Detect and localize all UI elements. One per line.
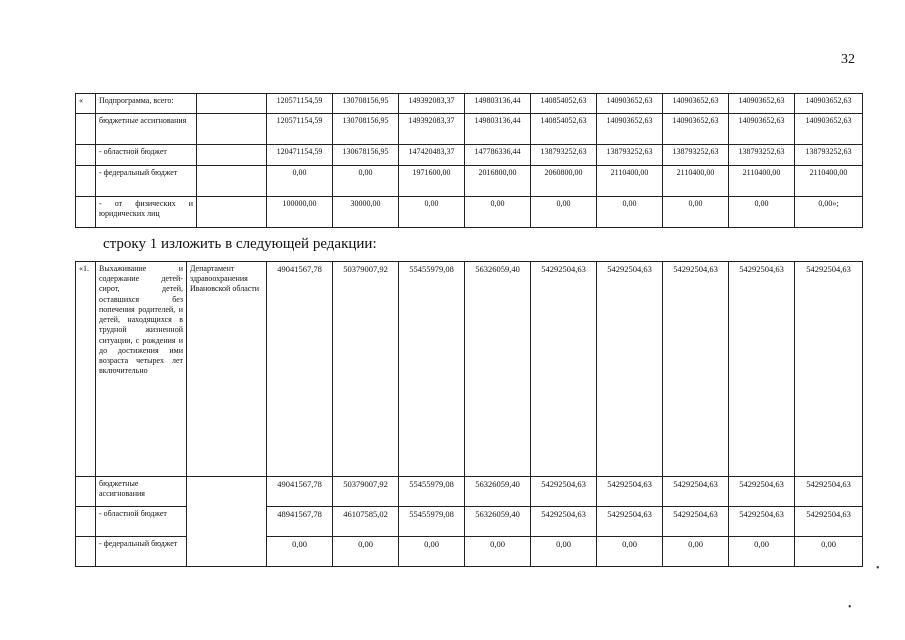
row-executor <box>197 166 267 197</box>
value-cell: 149803136,44 <box>465 94 531 114</box>
value-cell: 140903652,63 <box>663 114 729 145</box>
value-cell: 149803136,44 <box>465 114 531 145</box>
value-cell: 0,00 <box>531 197 597 228</box>
value-cell: 140854052,63 <box>531 94 597 114</box>
value-cell: 140903652,63 <box>663 94 729 114</box>
value-cell: 56326059,40 <box>465 507 531 537</box>
row-executor <box>187 477 267 567</box>
table-row <box>76 262 863 477</box>
value-cell: 54292504,63 <box>663 477 729 507</box>
value-cell: 54292504,63 <box>597 262 663 477</box>
value-cell: 140903652,63 <box>795 114 863 145</box>
row-executor <box>197 145 267 166</box>
value-cell: 140903652,63 <box>597 114 663 145</box>
scan-speck: • <box>848 602 852 613</box>
value-cell: 55455979,08 <box>399 477 465 507</box>
value-cell: 56326059,40 <box>465 262 531 477</box>
value-cell: 54292504,63 <box>531 507 597 537</box>
program-row-table-body <box>76 262 863 567</box>
value-cell: 2110400,00 <box>795 166 863 197</box>
value-cell: 0,00 <box>267 166 333 197</box>
value-cell: 0,00 <box>465 537 531 567</box>
row-label: - федеральный бюджет <box>96 537 187 567</box>
row-executor <box>197 197 267 228</box>
value-cell: 0,00 <box>333 537 399 567</box>
row-label: - областной бюджет <box>96 145 197 166</box>
value-cell: 54292504,63 <box>597 507 663 537</box>
value-cell: 138793252,63 <box>663 145 729 166</box>
value-cell: 100000,00 <box>267 197 333 228</box>
value-cell: 54292504,63 <box>729 477 795 507</box>
value-cell: 120471154,59 <box>267 145 333 166</box>
value-cell: 0,00 <box>399 197 465 228</box>
row-marker <box>76 537 96 567</box>
table-row <box>76 477 863 507</box>
value-cell: 2110400,00 <box>597 166 663 197</box>
row-executor <box>197 94 267 114</box>
subprogram-table <box>75 93 863 228</box>
value-cell: 55455979,08 <box>399 507 465 537</box>
value-cell: 30000,00 <box>333 197 399 228</box>
value-cell: 0,00 <box>663 197 729 228</box>
value-cell: 50379007,92 <box>333 262 399 477</box>
value-cell: 140903652,63 <box>597 94 663 114</box>
row-marker: «1. <box>76 262 96 477</box>
value-cell: 0,00 <box>729 537 795 567</box>
value-cell: 54292504,63 <box>729 507 795 537</box>
value-cell: 54292504,63 <box>795 262 863 477</box>
value-cell: 0,00 <box>663 537 729 567</box>
value-cell: 0,00 <box>267 537 333 567</box>
value-cell: 0,00»; <box>795 197 863 228</box>
value-cell: 0,00 <box>465 197 531 228</box>
value-cell: 0,00 <box>729 197 795 228</box>
value-cell: 0,00 <box>531 537 597 567</box>
value-cell: 138793252,63 <box>729 145 795 166</box>
value-cell: 130678156,95 <box>333 145 399 166</box>
subprogram-table-body <box>76 94 863 228</box>
value-cell: 49041567,78 <box>267 262 333 477</box>
value-cell: 0,00 <box>399 537 465 567</box>
value-cell: 138793252,63 <box>795 145 863 166</box>
row-label: - от физических и юридических лиц <box>96 197 197 228</box>
value-cell: 147786336,44 <box>465 145 531 166</box>
value-cell: 120571154,59 <box>267 94 333 114</box>
row-executor: Департамент здравоохранения Ивановской области <box>187 262 267 477</box>
row-label: бюджетные ассигнования <box>96 114 197 145</box>
row-marker <box>76 166 96 197</box>
instruction-text: строку 1 изложить в следующей редакции: <box>103 236 377 252</box>
value-cell: 54292504,63 <box>729 262 795 477</box>
page-number: 32 <box>841 52 855 67</box>
table-row <box>76 166 863 197</box>
value-cell: 54292504,63 <box>795 507 863 537</box>
row-label: - областной бюджет <box>96 507 187 537</box>
row-label: Подпрограмма, всего: <box>96 94 197 114</box>
value-cell: 48941567,78 <box>267 507 333 537</box>
value-cell: 0,00 <box>795 537 863 567</box>
value-cell: 140903652,63 <box>729 94 795 114</box>
value-cell: 0,00 <box>333 166 399 197</box>
value-cell: 54292504,63 <box>663 507 729 537</box>
row-marker <box>76 197 96 228</box>
value-cell: 140854052,63 <box>531 114 597 145</box>
value-cell: 54292504,63 <box>597 477 663 507</box>
value-cell: 49041567,78 <box>267 477 333 507</box>
value-cell: 149392083,37 <box>399 114 465 145</box>
value-cell: 46107585,02 <box>333 507 399 537</box>
scan-speck: • <box>876 563 880 574</box>
value-cell: 120571154,59 <box>267 114 333 145</box>
value-cell: 56326059,40 <box>465 477 531 507</box>
row-marker <box>76 507 96 537</box>
value-cell: 54292504,63 <box>531 262 597 477</box>
row-marker: « <box>76 94 96 114</box>
value-cell: 138793252,63 <box>531 145 597 166</box>
value-cell: 1971600,00 <box>399 166 465 197</box>
value-cell: 54292504,63 <box>663 262 729 477</box>
row-label: - федеральный бюджет <box>96 166 197 197</box>
value-cell: 2016800,00 <box>465 166 531 197</box>
value-cell: 140903652,63 <box>729 114 795 145</box>
row-label: бюджетные ассигнования <box>96 477 187 507</box>
value-cell: 0,00 <box>597 537 663 567</box>
value-cell: 2110400,00 <box>729 166 795 197</box>
value-cell: 147420483,37 <box>399 145 465 166</box>
table-row <box>76 94 863 114</box>
value-cell: 140903652,63 <box>795 94 863 114</box>
value-cell: 55455979,08 <box>399 262 465 477</box>
row-marker <box>76 477 96 507</box>
row-executor <box>197 114 267 145</box>
program-row-table <box>75 261 863 567</box>
value-cell: 54292504,63 <box>531 477 597 507</box>
value-cell: 130708156,95 <box>333 114 399 145</box>
table-row <box>76 145 863 166</box>
value-cell: 2110400,00 <box>663 166 729 197</box>
value-cell: 0,00 <box>597 197 663 228</box>
row-marker <box>76 145 96 166</box>
table-row <box>76 197 863 228</box>
value-cell: 54292504,63 <box>795 477 863 507</box>
value-cell: 130708156,95 <box>333 94 399 114</box>
value-cell: 149392083,37 <box>399 94 465 114</box>
value-cell: 50379007,92 <box>333 477 399 507</box>
table-row <box>76 114 863 145</box>
value-cell: 2060800,00 <box>531 166 597 197</box>
value-cell: 138793252,63 <box>597 145 663 166</box>
row-marker <box>76 114 96 145</box>
row-label: Выхаживание и содержание детей-сирот, детей, оставшихся без попечения родителей, и детей, находящихся в трудной жизненной ситуации, с рождения и до достижения ими возраста четырех лет включительно <box>96 262 187 477</box>
